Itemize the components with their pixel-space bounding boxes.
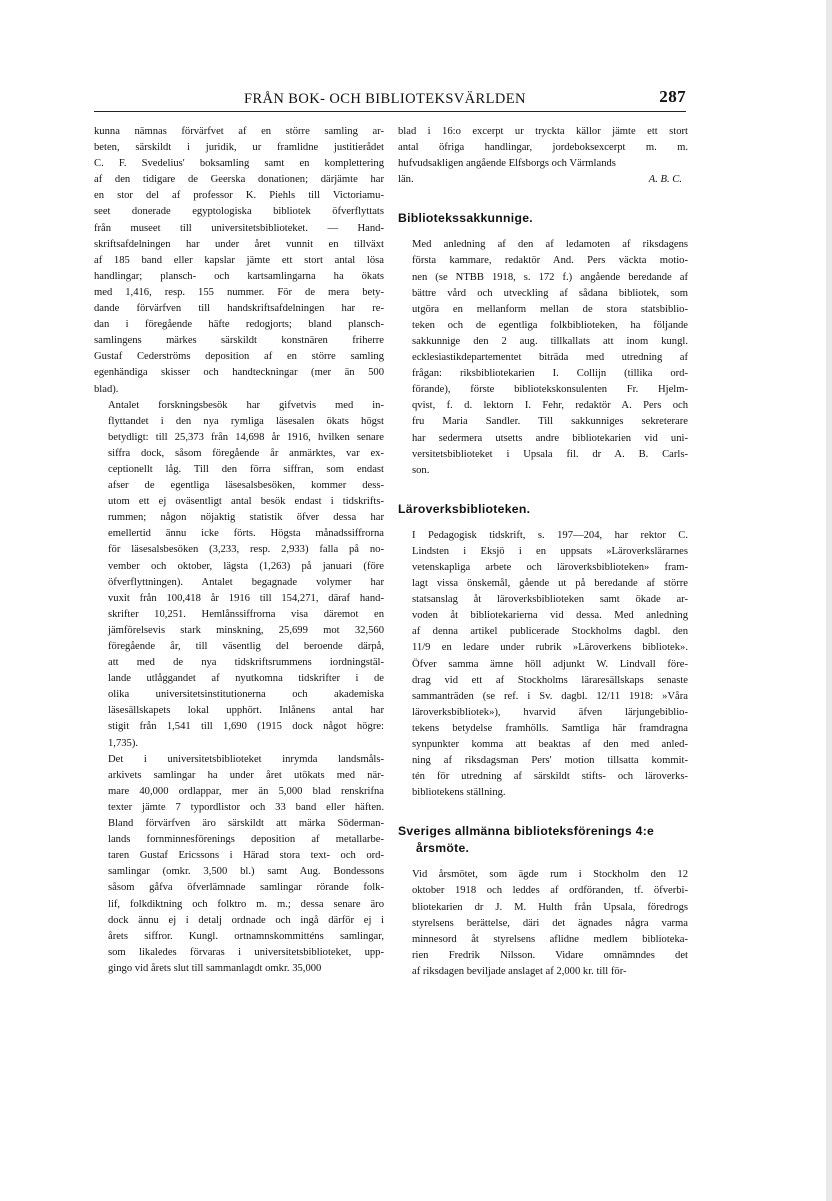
text-line: öfverflyttningen). Antalet begagnade volymer har [108,576,384,588]
text-line: tekens betydelse framhölls. Samtliga här framdragna [412,722,688,734]
text-line: Med anledning af den af ledamoten af riksdagens [412,239,688,251]
text-line: en stor del af professor K. Piehls till Victoriamu- [94,190,384,202]
text-line: vuxit från 100,418 år 1916 till 154,271, däraf hand- [108,592,384,604]
text-line: blad i 16:o excerpt ur tryckta källor jämte ett stort [398,126,688,137]
page-number: 287 [659,87,686,106]
text-line: oktober 1918 och leddes af ordföranden, tf. öfverbi- [412,885,688,897]
text-line: nen (se NTBB 1918, s. 172 f.) angående beredande af [412,271,688,283]
text-line: sakkunnige den 2 aug. tillkallats att inom kungl. [412,335,688,347]
running-title: FRÅN BOK- OCH BIBLIOTEKSVÄRLDEN [244,91,526,107]
text-line: seet donerade egyptologiska bibliotek öfverflyttats [94,206,384,218]
text-line: bliotekarien dr J. M. Hulth från Upsala, föredrogs [412,901,688,913]
right-intro-paragraph [398,124,688,172]
section-2-paragraph [398,528,688,802]
section-heading-bibliotekssakkunnige: Bibliotekssakkunnige. [398,211,533,226]
text-line: texter jämte 7 typordlistor och 33 band eller häften. [108,801,384,813]
text-line: voden åt bibliotekarierna vid dessa. Med anledning [412,610,688,622]
text-line: lands fornminnesförenings deposition af metallarbe- [108,834,384,846]
text-line: utgöra en mellanform mellan de stora statsbiblio- [412,303,688,315]
signature-line [398,172,688,188]
text-line: ceptionellt låg. Till den förra siffran, som endast [108,463,384,475]
text-line: läsesällskapets lokal upphört. Inlånens antal har [108,705,384,717]
text-line: vember och oktober, lägsta (1,263) på januari (före [108,560,384,572]
text-line: qvist, f. d. lektorn I. Fehr, redaktör A. Pers och [412,400,688,412]
text-line: kunna nämnas förvärfvet af en större samling ar- [94,126,384,137]
left-paragraph-3 [94,752,384,977]
running-header [94,88,686,112]
text-line: stigit från 1,541 till 1,690 (1915 dock något högre: [108,721,384,733]
section-1-paragraph [398,237,688,478]
text-line: samlingar (omkr. 3,500 bl.) samt Aug. Bondessons [108,866,384,878]
text-line: drag vid ett af Stockholms läraresällskaps senaste [412,674,688,686]
text-line: I Pedagogisk tidskrift, s. 197—204, har rektor C. [412,529,688,541]
text-line: tén för utredning af särskildt stifts- och läroverks- [412,771,688,783]
page-edge [826,0,832,1201]
text-line: arkivets samlingar ha under året utökats med när- [108,769,384,781]
text-line: rummen; någon nöjaktig statistik öfver dessa har [108,512,384,524]
text-line: att med de nya tidskriftsrummens iordningstäl- [108,657,384,669]
signature-left: län. [398,174,414,186]
text-line: egenhändiga skisser och handteckningar (mer än 500 [94,367,384,379]
text-line: förande), förste bibliotekskonsulenten Fr. Hjelm- [412,384,688,396]
text-line: afser de egentliga läsesalsbesöken, kommer dess- [108,480,384,492]
text-line: son. [412,464,430,476]
text-line: synpunkter komma att beaktas af den med anled- [412,739,688,750]
text-line: handlingar; plansch- och kartsamlingarna ha ökats [94,270,384,282]
section-3-heading-line-2: årsmöte. [416,841,470,856]
text-line: teken och de egentliga folkbiblioteken, ha följande [412,319,688,331]
text-line: emellertid ännu icke förts. Högsta månadssiffrorna [108,528,384,540]
text-line: från museet till universitetsbiblioteket. — Hand- [94,222,384,234]
text-line: såsom gåfva öfverlämnade samlingar rörande folk- [108,882,384,894]
text-line: bibliotekens ställning. [412,787,506,799]
text-line: lande utlåggandet af nyutkomna tidskrifter i de [108,673,384,685]
text-line: första kammare, redaktör And. Pers väckta motio- [412,255,688,267]
text-line: lagt vissa önskemål, gående ut på beredande af större [412,578,688,590]
text-line: lif, folkdiktning och folktro m. m.; dessa senare äro [108,898,384,910]
text-line: flyttandet i den nya rymliga läsesalen ökats högst [108,415,384,427]
text-line: antal öfriga handlingar, jordeboksexcerpt m. m. [398,142,688,154]
text-line: Det i universitetsbiblioteket inrymda landsmåls- [108,753,384,765]
text-line: frågan: riksbibliotekarien I. Collijn (tillika ord- [412,368,688,380]
text-line: versitetsbiblioteket i Upsala fil. dr A. B. Carls- [412,448,688,460]
text-line: föregående år, till väsentlig del beroende därpå, [108,641,384,652]
text-line: af riksdagen beviljade anslaget af 2,000 kr. till för- [412,965,627,977]
text-line: olika universitetsinstitutionerna och akademiska [108,689,384,701]
text-line: mare 40,000 ordlappar, mer än 5,000 blad renskrifna [108,785,384,797]
text-line: af 185 band eller kapslar jämte ett stort antal lösa [94,254,384,266]
text-line: minnesord åt styrelsens aflidne medlem biblioteka- [412,933,688,945]
text-line: hufvudsakligen angående Elfsborgs och Värmlands [398,158,616,170]
text-line: fru Maria Sandler. Till sakkunniges sekreterare [412,416,688,428]
text-line: för läsesalsbesöken (3,233, resp. 2,933) falla på no- [108,544,384,556]
text-line: dande förvärfven till handskriftsafdelningen har re- [94,303,384,315]
text-line: Bland förvärfven äro särskildt att märka Söderman- [108,818,384,830]
left-paragraph-2 [94,398,384,752]
section-heading-laroverksbiblioteken: Läroverksbiblioteken. [398,501,531,516]
text-line: Antalet forskningsbesök har gifvetvis med in- [108,399,384,411]
section-3-paragraph [398,867,688,980]
left-column [94,124,384,977]
text-line: bättre vård och utveckling af sådana bibliotek, som [412,287,688,299]
text-line: skrifter 10,251. Hemlånssiffrorna visa däremot en [108,608,384,620]
text-line: af denna artikel publicerade Stockholms dagbl. den [412,626,688,638]
text-line: Gustaf Cederströms deposition af en större samling [94,351,384,363]
text-line: dan i föregående häfte redogjorts; bland plansch- [94,319,384,331]
text-line: 11/9 en ledare under rubrik »Läroverkens bibliotek». [412,642,688,654]
text-line: dock ännu ej i detalj ordnade och ingå därför ej i [108,914,384,926]
text-line: jämförelsevis stark minskning, 25,699 mot 32,560 [108,624,384,636]
left-paragraph-1 [94,124,384,398]
text-line: statsanslag åt läroverksbiblioteken samt ökade ar- [412,594,688,606]
text-line: ning af riksdagsman Pers' motion tillsatta kommit- [412,755,688,767]
text-line: betydligt: till 25,373 från 14,698 år 1916, hvilken senare [108,431,384,443]
text-line: blad). [94,383,119,395]
signature-initials: A. B. C. [648,174,682,186]
text-line: taren Gustaf Ericssons i Härad stora text- och ord- [108,850,384,862]
text-line: som likaledes förvaras i universitetsbiblioteket, upp- [108,946,384,958]
text-line: vetenskapliga arbete och läroverksbiblioteken» fram- [412,561,688,573]
text-line: Lindsten i Eksjö i en uppsats »Läroverkslärarnes [412,545,688,557]
header-rule [94,111,686,112]
text-line: läroverksbibliotek»), hvarvid äfven lärjungebiblio- [412,706,688,718]
text-line: ecklesiastikdepartementet biträda med utredning af [412,352,688,364]
text-line: skriftsafdelningen har under året vunnit en tillväxt [94,238,384,250]
text-line: har sedermera utsetts andre bibliotekarien vid uni- [412,432,688,444]
text-line: styrelsens berättelse, däri det ägnades några varma [412,917,688,929]
text-line: 1,735). [108,737,139,749]
text-line: Vid årsmötet, som ägde rum i Stockholm den 12 [412,869,688,881]
text-line: Öfver samma ämne höll adjunkt W. Lindvall före- [412,658,688,670]
text-line: beten, särskildt i juridik, ur framlidne justitierådet [94,142,384,154]
section-heading-biblioteksforening [398,823,688,857]
text-line: årets siffror. Kungl. ortnamnskommitténs samlingar, [108,930,384,942]
right-column [398,124,688,980]
text-line: siffra dock, såsom föregående år anmärktes, var ex- [108,447,384,459]
text-line: af den tidigare de Geerska donationen; därjämte har [94,174,384,186]
text-line: C. F. Svedelius' boksamling samt en komplettering [94,158,384,170]
text-line: gingo vid årets slut till sammanlagdt omkr. 35,000 [108,962,322,974]
text-line: utom ett ej oväsentligt antal besök endast i tidskrifts- [108,496,384,508]
section-3-heading-line-1: Sveriges allmänna biblioteksförenings 4:e [398,824,655,839]
text-line: rien Fredrik Nilsson. Vidare omnämndes det [412,949,688,961]
text-line: med 1,416, resp. 155 nummer. För de mera bety- [94,286,384,298]
text-line: sammanträden (se ref. i Sv. dagbl. 12/11 1918: »Våra [412,690,688,702]
text-line: samlingens märkes särskildt konstnären friherre [94,335,384,347]
